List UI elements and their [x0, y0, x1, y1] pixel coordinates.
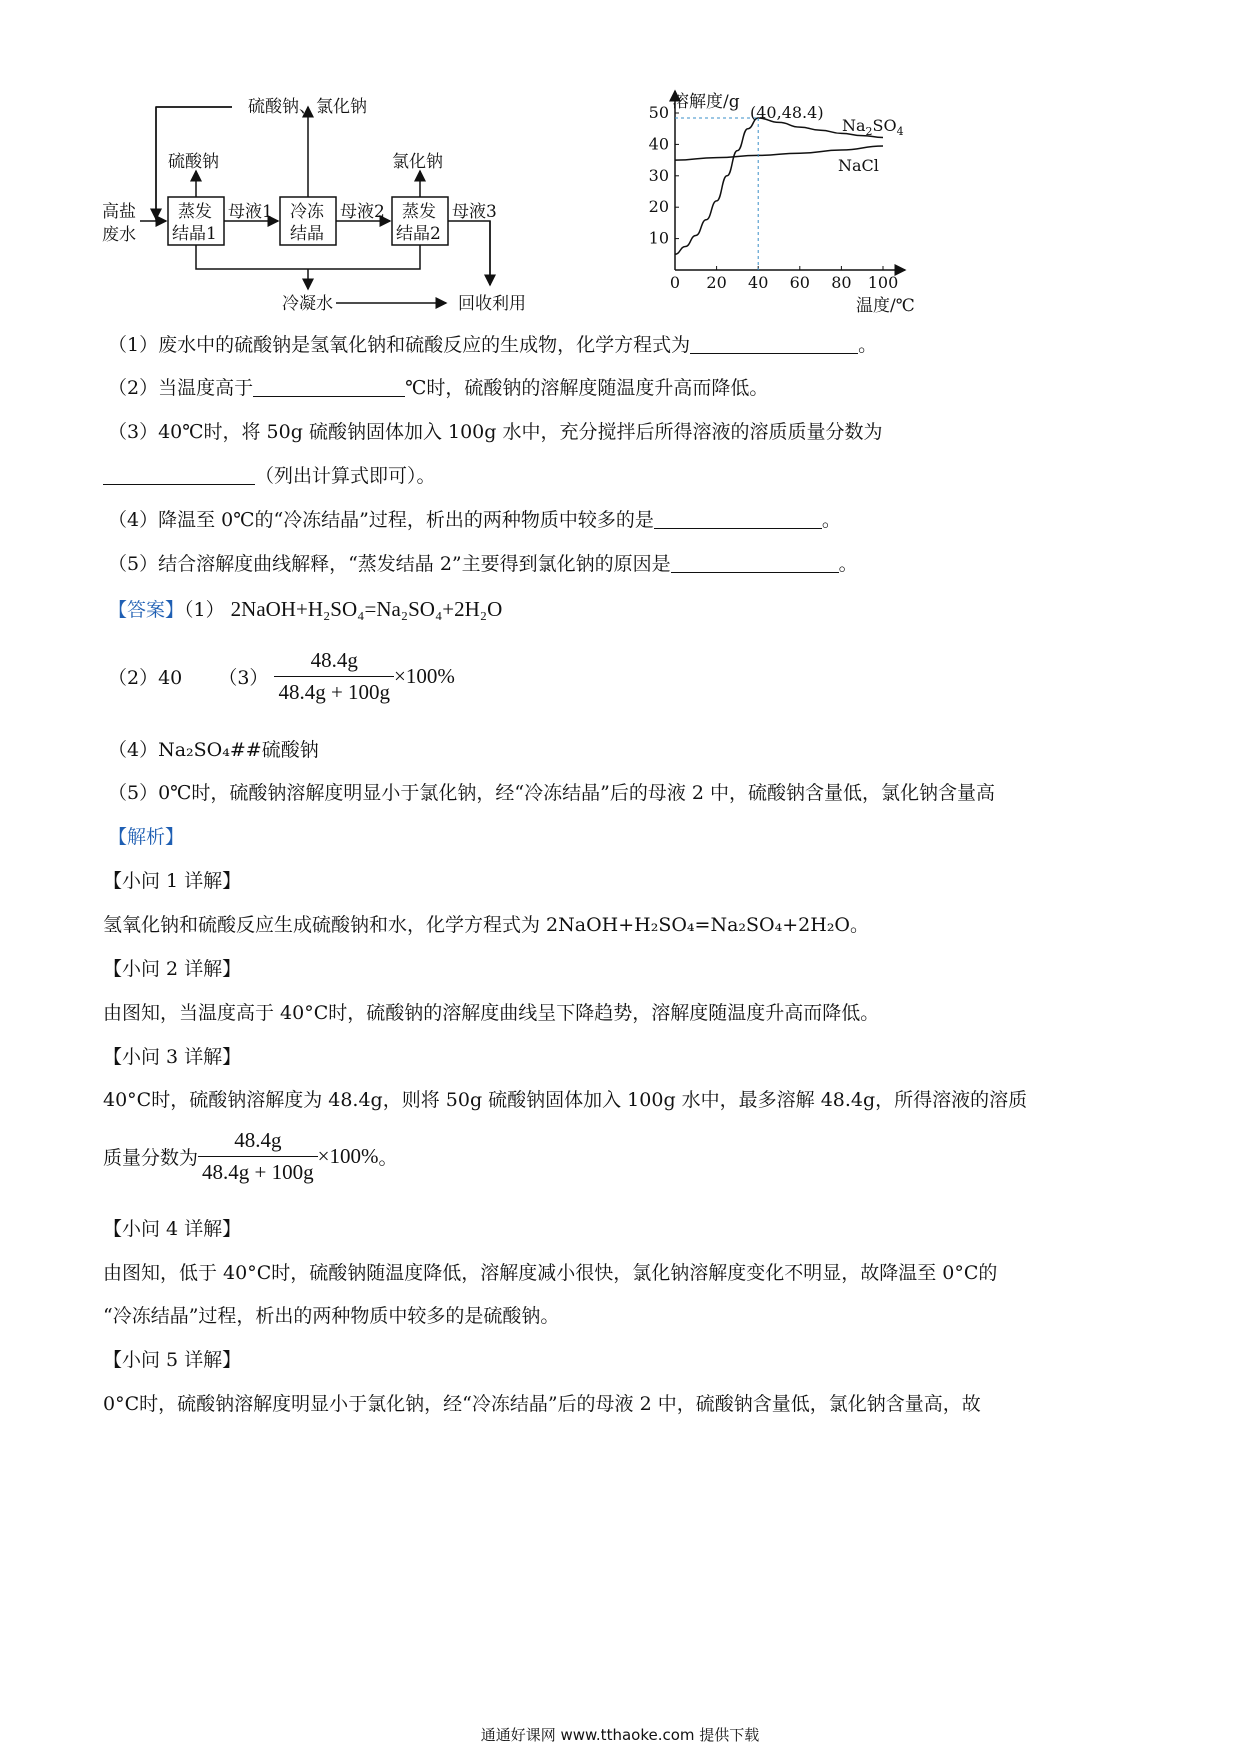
answer-3-times: ×100%: [394, 664, 455, 688]
page-footer: 通通好课网 www.tthaoke.com 提供下载: [480, 1726, 760, 1744]
answer-tag: 【答案】: [108, 599, 185, 621]
question-1-end: 。: [858, 334, 878, 356]
box3-text-1: 蒸发: [402, 202, 436, 222]
x-tick-label: 40: [748, 273, 769, 292]
answer-2-3: [108, 648, 455, 705]
answer-1: [108, 595, 502, 622]
series-line-na2so4: [675, 118, 883, 254]
analysis-paragraph-5: 0°C时，硫酸钠溶解度明显小于氯化钠，经“冷冻结晶”后的母液 2 中，硫酸钠含量低，氯化钠含量高，故: [103, 1393, 981, 1415]
process-flow-diagram: [100, 85, 620, 355]
chart-xlabel: 温度/℃: [856, 296, 915, 316]
box1-text-1: 蒸发: [178, 202, 212, 222]
box2-text-1: 冷冻: [290, 202, 324, 222]
analysis-3-numerator: 48.4g: [234, 1128, 282, 1152]
analysis-heading-5: 【小问 5 详解】: [103, 1349, 242, 1371]
input-label-1: 高盐: [102, 202, 136, 222]
analysis-paragraph-1: 氢氧化钠和硫酸反应生成硫酸钠和水，化学方程式为 2NaOH+H₂SO₄=Na₂SO₄+2H₂O。: [103, 914, 870, 936]
analysis-heading-4: 【小问 4 详解】: [103, 1218, 242, 1240]
x-tick-label: 0: [669, 273, 681, 292]
question-1: [108, 330, 877, 357]
answer-4: （4）Na₂SO₄##硫酸钠: [108, 739, 319, 761]
question-2-text-b: ℃时，硫酸钠的溶解度随温度升高而降低。: [405, 377, 769, 399]
answer-2: （2）40: [108, 667, 183, 689]
liquor-1-label: 母液1: [228, 202, 273, 222]
analysis-3-fraction: [198, 1128, 318, 1185]
analysis-heading-2: 【小问 2 详解】: [103, 958, 242, 980]
answer-3-fraction: [274, 648, 394, 705]
chart-ylabel: 溶解度/g: [672, 92, 740, 112]
answer-3-denominator: 48.4g + 100g: [274, 676, 394, 705]
question-4: [108, 505, 841, 532]
question-5: [108, 549, 858, 576]
question-3-text-b: （列出计算式即可）。: [255, 465, 436, 487]
y-tick-label: 30: [648, 165, 669, 185]
question-5-end: 。: [838, 553, 858, 575]
answer-1-equation: 2NaOH+H₂SO₄=Na₂SO₄+2H₂O: [230, 597, 503, 621]
x-tick-label: 100: [867, 273, 899, 292]
question-4-end: 。: [821, 509, 841, 531]
y-tick-label: 10: [648, 228, 669, 248]
liquor-2-label: 母液2: [340, 202, 385, 222]
answer-5: （5）0℃时，硫酸钠溶解度明显小于氯化钠，经“冷冻结晶”后的母液 2 中，硫酸钠含量低，氯化钠含量高: [108, 782, 996, 804]
recycle-label: 回收利用: [458, 294, 526, 314]
liquor-3-label: 母液3: [452, 202, 497, 222]
x-tick-label: 80: [831, 273, 852, 292]
answer-1-prefix: （1）: [184, 599, 225, 621]
analysis-heading-3: 【小问 3 详解】: [103, 1046, 242, 1068]
box1-text-2: 结晶1: [172, 224, 217, 244]
analysis-paragraph-2: 由图知，当温度高于 40°C时，硫酸钠的溶解度曲线呈下降趋势，溶解度随温度升高而降低。: [103, 1002, 880, 1024]
analysis-paragraph-4b: “冷冻结晶”过程，析出的两种物质中较多的是硫酸钠。: [103, 1305, 560, 1327]
top-output-label: 硫酸钠、氯化钠: [248, 97, 367, 117]
condensate-label: 冷凝水: [282, 294, 333, 314]
y-tick-label: 50: [648, 103, 669, 122]
analysis-paragraph-4a: 由图知，低于 40°C时，硫酸钠随温度降低，溶解度减小很快，氯化钠溶解度变化不明显，故降温至 0°C的: [103, 1262, 998, 1284]
analysis-3-times: ×100%: [317, 1144, 379, 1168]
analysis-tag: 【解析】: [108, 826, 185, 848]
question-5-text: （5）结合溶解度曲线解释，“蒸发结晶 2”主要得到氯化钠的原因是: [108, 553, 671, 575]
series-label-na2so4: $Na_2SO_4$: [842, 116, 904, 138]
series-label-nacl: NaCl: [838, 156, 879, 175]
analysis-3-end: 。: [378, 1147, 398, 1169]
x-tick-label: 60: [789, 273, 810, 292]
y-tick-label: 20: [648, 197, 669, 217]
question-3-line-2: [103, 461, 436, 488]
blank-3: [103, 465, 255, 485]
blank-1: [690, 334, 858, 354]
question-4-text: （4）降温至 0℃的“冷冻结晶”过程，析出的两种物质中较多的是: [108, 509, 654, 531]
input-label-2: 废水: [102, 225, 136, 245]
blank-4: [654, 509, 822, 529]
answer-3-prefix: （3）: [218, 667, 269, 689]
blank-5: [671, 553, 839, 573]
blank-2: [253, 377, 405, 397]
analysis-3b-text: 质量分数为: [103, 1147, 199, 1169]
analysis-paragraph-3a: 40°C时，硫酸钠溶解度为 48.4g，则将 50g 硫酸钠固体加入 100g 水中，最多溶解 48.4g，所得溶液的溶质: [103, 1089, 1028, 1111]
chart-annotation: (40,48.4): [750, 103, 824, 122]
x-tick-label: 20: [706, 273, 727, 292]
output-sodium-sulfate: 硫酸钠: [168, 152, 219, 172]
analysis-3-denominator: 48.4g + 100g: [198, 1156, 318, 1185]
question-2-text-a: （2）当温度高于: [108, 377, 254, 399]
solubility-chart: [620, 85, 930, 355]
answer-3-numerator: 48.4g: [310, 648, 358, 672]
box2-text-2: 结晶: [290, 224, 324, 244]
question-3: （3）40℃时，将 50g 硫酸钠固体加入 100g 水中，充分搅拌后所得溶液的溶质质量分数为: [108, 421, 883, 443]
box3-text-2: 结晶2: [396, 224, 441, 244]
question-1-text: （1）废水中的硫酸钠是氢氧化钠和硫酸反应的生成物，化学方程式为: [108, 334, 691, 356]
question-2: [108, 373, 768, 400]
analysis-paragraph-3b: [103, 1128, 397, 1185]
analysis-heading-1: 【小问 1 详解】: [103, 870, 242, 892]
output-sodium-chloride: 氯化钠: [392, 152, 443, 172]
y-tick-label: 40: [648, 134, 669, 154]
